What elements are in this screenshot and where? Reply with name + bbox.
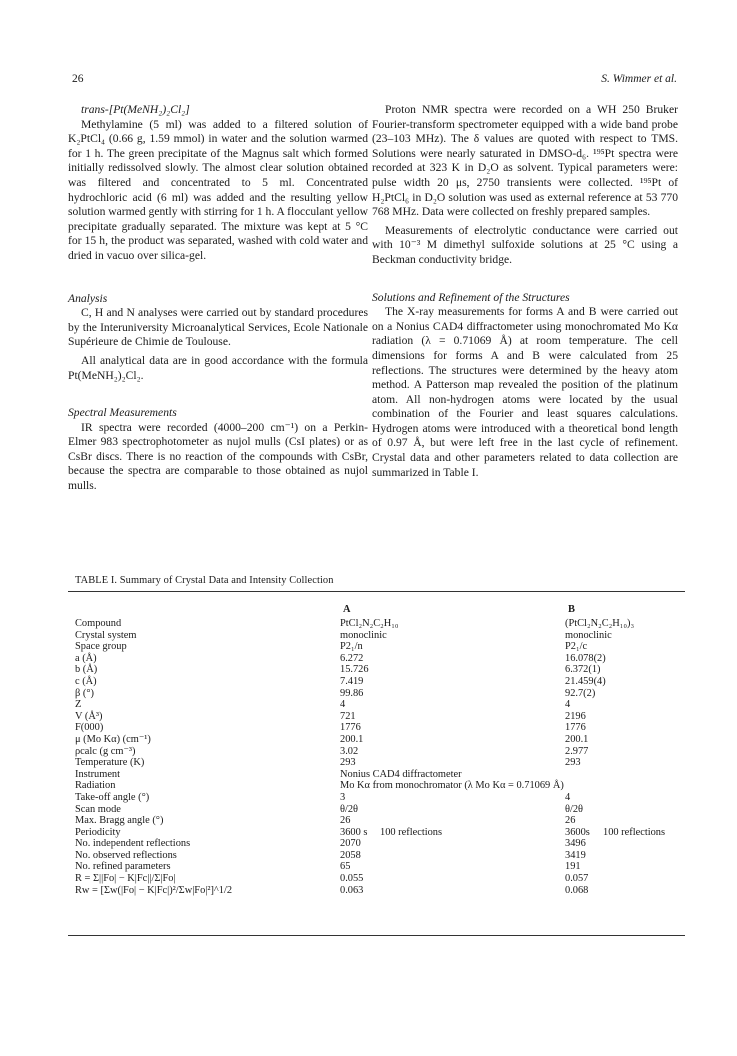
table-row (75, 711, 685, 723)
cell-a: 15.726 (340, 664, 369, 676)
table-row (75, 838, 685, 850)
row-label: ρcalc (g cm⁻³) (75, 745, 136, 757)
conductance-paragraph: Measurements of electrolytic conductance were carried out with 10⁻³ M dimethyl sulfoxide solutions at 25 °C using a Beckman conductivity bridge. (372, 223, 678, 266)
cell-a: monoclinic (340, 629, 387, 641)
running-author: S. Wimmer et al. (601, 73, 677, 85)
row-label: No. observed reflections (75, 849, 177, 861)
table-row (75, 780, 685, 792)
cell-b: 92.7(2) (565, 687, 596, 699)
table-row (75, 653, 685, 665)
cell-a: P2₁/n (340, 641, 363, 653)
table-row (75, 734, 685, 746)
table-header-row (75, 604, 685, 618)
cell-b: (PtCl₂N₂C₂H₁₀)₃ (565, 618, 635, 629)
column-header-b: B (568, 604, 575, 615)
cell-b: 3419 (565, 849, 586, 861)
right-column (372, 103, 678, 480)
row-label: b (Å) (75, 664, 98, 676)
table-caption: TABLE I. Summary of Crystal Data and Intensity Collection (75, 575, 334, 586)
row-label: V (Å³) (75, 710, 103, 722)
table-row (75, 873, 685, 885)
cell-a: 721 (340, 710, 356, 722)
table-row (75, 769, 685, 781)
cell-a: 0.063 (340, 884, 364, 896)
cell-a: 200.1 (340, 733, 364, 745)
cell-a: Nonius CAD4 diffractometer (340, 768, 462, 780)
prep-title: trans-[Pt(MeNH₂)₂Cl₂] (81, 103, 190, 116)
cell-b: 191 (565, 861, 581, 873)
table-body (75, 618, 685, 896)
cell-a: 26 (340, 815, 351, 827)
table-row (75, 699, 685, 711)
cell-a: Mo Kα from monochromator (λ Mo Kα = 0.71069 Å) (340, 780, 564, 792)
cell-a: 3.02 (340, 745, 359, 757)
cell-b: 3600s (565, 826, 590, 838)
row-label: F(000) (75, 722, 104, 734)
prep-paragraph: Methylamine (5 ml) was added to a filtered solution of K₂PtCl₄ (0.66 g, 1.59 mmol) in water and the solution warmed for 1 h. The green precipitate of the Magnus salt which formed initially redissolved slowly. The almost clear solution obtained was filtered and concentrated to 5 ml. Concentrated hydrochloric acid (6 ml) was added and the resulting yellow solution warmed gently with stirring for 1 h. A flocculant yellow precipitate gradually separated. The mixture was kept at 5 °C for 15 h, the product was separated, washed with cold water and dried in vacuo over silica-gel. (68, 117, 368, 262)
cell-b: 21.459(4) (565, 675, 606, 687)
table-row (75, 688, 685, 700)
table-row (75, 861, 685, 873)
spectral-heading: Spectral Measurements (68, 406, 177, 420)
row-label: R = Σ||Fo| − K|Fc||/Σ|Fo| (75, 873, 176, 885)
table-row (75, 850, 685, 862)
row-label: μ (Mo Kα) (cm⁻¹) (75, 733, 151, 745)
table-row (75, 641, 685, 653)
row-label: Z (75, 699, 82, 711)
row-label: Radiation (75, 780, 116, 792)
table-row (75, 804, 685, 816)
cell-a: 2070 (340, 838, 361, 850)
cell-a: 4 (340, 699, 346, 711)
cell-b: 6.372(1) (565, 664, 601, 676)
row-label: Space group (75, 641, 127, 653)
cell-a: 0.055 (340, 873, 364, 885)
cell-b: 2196 (565, 710, 586, 722)
row-label: β (°) (75, 687, 94, 699)
row-label: a (Å) (75, 652, 97, 664)
cell-b: 3496 (565, 838, 586, 850)
table-row (75, 676, 685, 688)
cell-a: 65 (340, 861, 351, 873)
row-label: No. refined parameters (75, 861, 171, 873)
cell-b: 16.078(2) (565, 652, 606, 664)
table-bottom-rule (68, 935, 685, 936)
column-header-a: A (343, 604, 351, 615)
cell-b: 293 (565, 757, 581, 769)
analysis-paragraph-1: C, H and N analyses were carried out by standard procedures by the Interuniversity Microanalytical Services, Ecole Nationale Supérieure de Chimie de Toulouse. (68, 306, 368, 349)
cell-b-extra: 100 reflections (603, 826, 666, 838)
cell-a: 3600 s (340, 826, 368, 838)
row-label: No. independent reflections (75, 838, 191, 850)
cell-b: 1776 (565, 722, 586, 734)
cell-b: 2.977 (565, 745, 589, 757)
row-label: Take-off angle (°) (75, 791, 150, 803)
analysis-heading: Analysis (68, 291, 108, 305)
table-row (75, 722, 685, 734)
row-label: Periodicity (75, 826, 121, 838)
table-row (75, 827, 685, 839)
cell-a: 1776 (340, 722, 361, 734)
cell-b: 200.1 (565, 733, 589, 745)
cell-a: 99.86 (340, 687, 364, 699)
row-label: Max. Bragg angle (°) (75, 815, 164, 827)
analysis-paragraph-2: All analytical data are in good accordance with the formula Pt(MeNH₂)₂Cl₂. (68, 353, 368, 382)
nmr-paragraph: Proton NMR spectra were recorded on a WH 250 Bruker Fourier-transform spectrometer equipped with a wide band probe (23–103 MHz). The δ values are quoted with respect to TMS. Solutions were nearly saturated in DMSO-d₆. ¹⁹⁵Pt spectra were recorded at 323 K in D₂O as solvent. Typical parameters were: pulse width 20 μs, 2750 transients were collected. ¹⁹⁵Pt of H₂PtCl₆ in D₂O solution was used as external reference at 53 770 768 MHz. Data were collected on freshly prepared samples. (372, 103, 678, 219)
cell-b: 26 (565, 815, 576, 827)
cell-b: θ/2θ (565, 803, 584, 815)
left-column (68, 103, 368, 494)
table-row (75, 792, 685, 804)
cell-b: P2₁/c (565, 641, 588, 653)
running-head (72, 73, 677, 89)
table-row (75, 618, 685, 630)
spectral-paragraph: IR spectra were recorded (4000–200 cm⁻¹) on a Perkin-Elmer 983 spectrophotometer as nujol mulls (CsI plates) or as CsBr discs. There is no reaction of the compounds with CsBr, because the spectra are comparable to those obtained as nujol mulls. (68, 420, 368, 493)
table-row (75, 664, 685, 676)
cell-a: θ/2θ (340, 803, 359, 815)
row-label: Rw = [Σw(|Fo| − K|Fc|)²/Σw|Fo|²]^1/2 (75, 884, 233, 896)
table-row (75, 815, 685, 827)
cell-b: 0.057 (565, 873, 589, 885)
xray-paragraph: The X-ray measurements for forms A and B were carried out on a Nonius CAD4 diffractometer using monochromated Mo Kα radiation (λ = 0.71069 Å) at room temperature. The cell dimensions for forms A and B were calculated from 25 reflections. The structures were determined by the heavy atom method. A Patterson map revealed the position of the platinum atom. All non-hydrogen atoms were located by the usual combination of the Fourier and least squares calculations. Hydrogen atoms were introduced with a theoretical bond length of 0.97 Å, but were left free in the last cycle of refinement. Crystal data and other parameters related to data collection are summarized in Table I. (372, 305, 678, 479)
cell-b: monoclinic (565, 629, 612, 641)
cell-a: 2058 (340, 849, 361, 861)
row-label: Crystal system (75, 629, 137, 641)
page-number: 26 (72, 73, 84, 85)
table-row (75, 746, 685, 758)
cell-a: PtCl₂N₂C₂H₁₀ (340, 618, 399, 629)
cell-a: 6.272 (340, 652, 364, 664)
cell-a: 293 (340, 757, 356, 769)
cell-a: 7.419 (340, 675, 364, 687)
row-label: c (Å) (75, 675, 97, 687)
table-row (75, 630, 685, 642)
table-row (75, 757, 685, 769)
row-label: Scan mode (75, 803, 121, 815)
cell-b: 4 (565, 699, 571, 711)
table-row (75, 885, 685, 897)
table-top-rule (68, 591, 685, 592)
row-label: Compound (75, 618, 122, 629)
cell-a: 3 (340, 791, 346, 803)
crystal-data-table (75, 604, 685, 896)
row-label: Temperature (K) (75, 757, 145, 769)
cell-b: 0.068 (565, 884, 589, 896)
cell-a-extra: 100 reflections (380, 826, 443, 838)
cell-b: 4 (565, 791, 571, 803)
row-label: Instrument (75, 768, 121, 780)
xray-heading: Solutions and Refinement of the Structures (372, 290, 570, 304)
